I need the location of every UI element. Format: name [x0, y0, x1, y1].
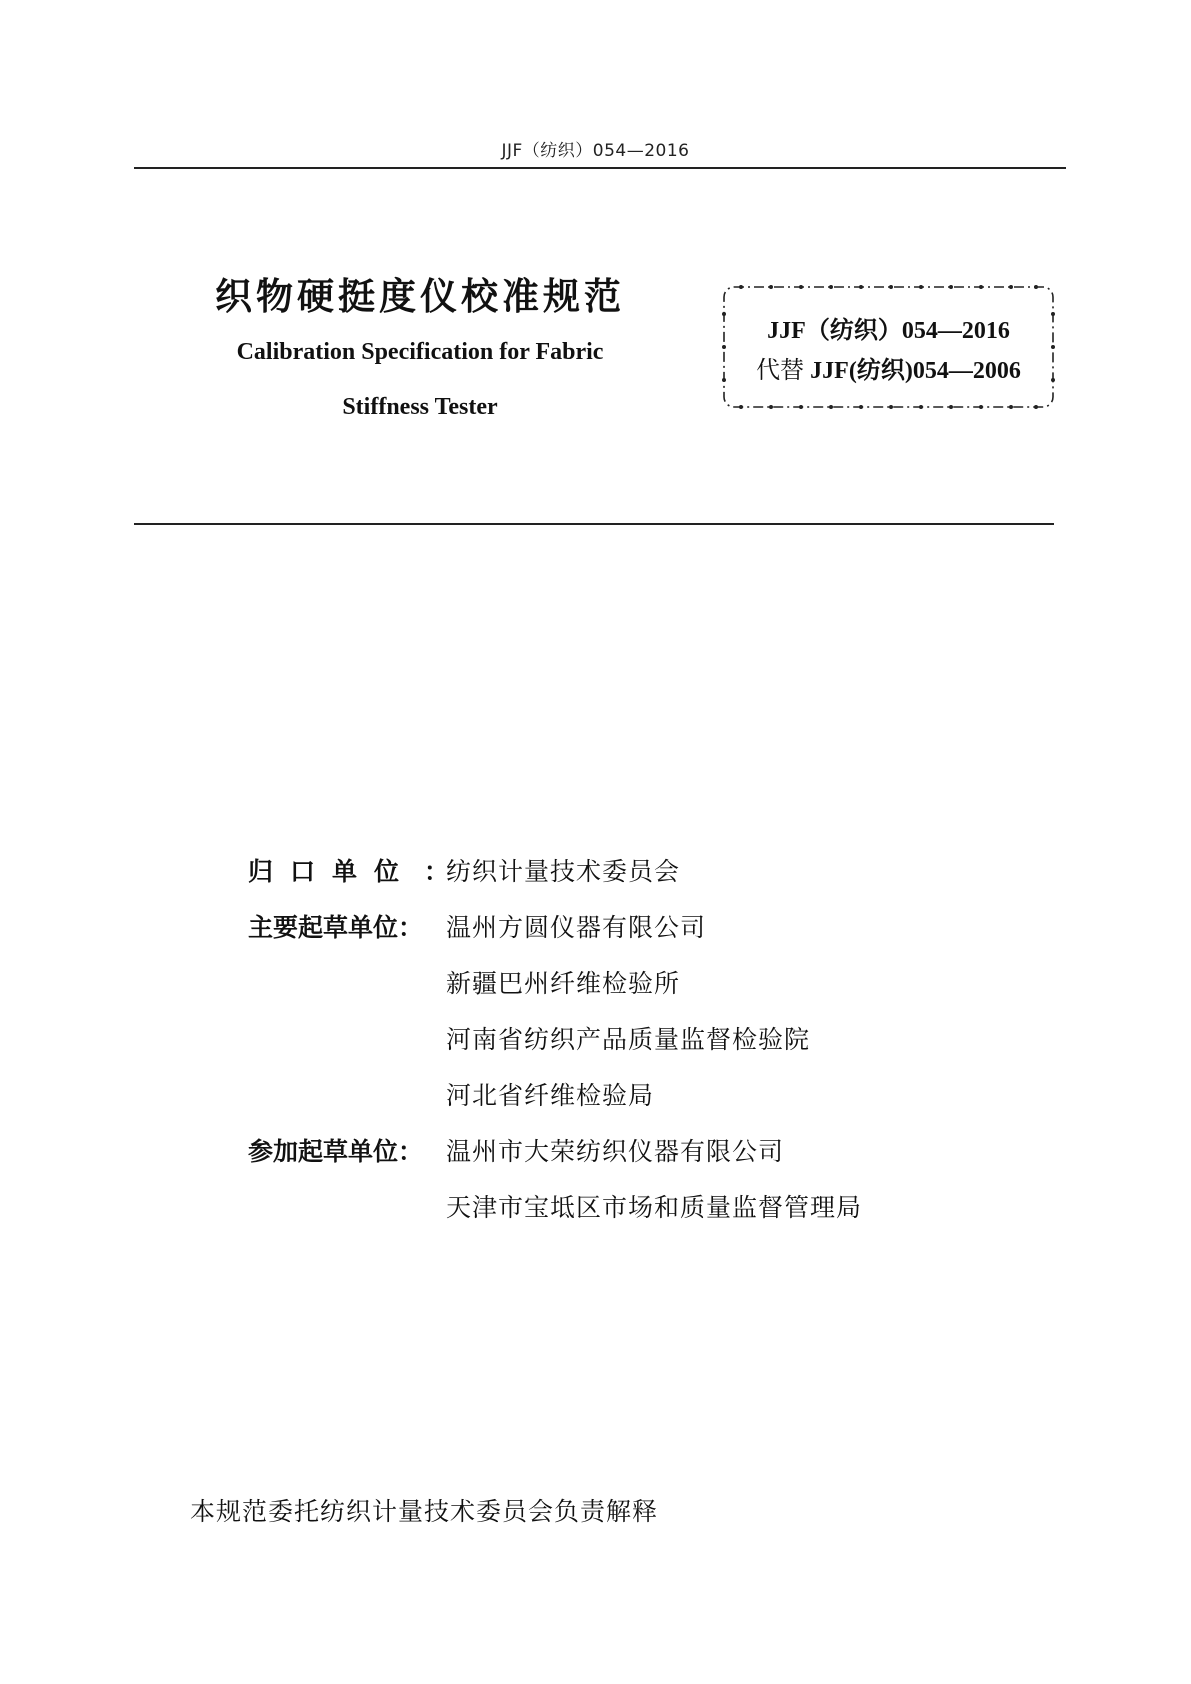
responsible-unit-label	[248, 852, 444, 888]
main-drafting-label-text: 主要起草单位	[248, 913, 399, 942]
header-rule	[134, 167, 1066, 169]
label-colon: ：	[424, 857, 450, 886]
main-drafting-org: 河北省纤维检验局	[446, 1081, 655, 1110]
main-drafting-org: 新疆巴州纤维检验所	[446, 969, 681, 998]
participating-drafting-row	[0, 1188, 1191, 1224]
standard-code: JJF（纺织）054—2016	[767, 318, 1010, 344]
document-title-en-line1: Calibration Specification for Fabric	[236, 339, 604, 365]
label-colon: ：	[398, 1137, 424, 1166]
decorative-dotted-border	[721, 284, 1056, 410]
main-drafting-row	[0, 964, 1191, 1000]
participating-drafting-label-text: 参加起草单位	[248, 1137, 399, 1166]
main-drafting-row	[0, 908, 1191, 944]
responsible-unit-label-text: 归口单位	[248, 857, 417, 886]
running-header-code: JJF（纺织）054—2016	[501, 141, 690, 161]
title-section-rule	[134, 523, 1054, 525]
main-drafting-row	[0, 1076, 1191, 1112]
replaces-standard	[721, 350, 1056, 385]
main-drafting-org: 河南省纺织产品质量监督检验院	[446, 1025, 811, 1054]
document-title-en-line2: Stiffness Tester	[342, 394, 498, 420]
standard-code-box	[721, 284, 1056, 410]
responsible-unit-value: 纺织计量技术委员会	[446, 857, 681, 886]
label-colon: ：	[398, 913, 424, 942]
participating-drafting-org: 温州市大荣纺织仪器有限公司	[446, 1137, 785, 1166]
replaces-prefix: 代替	[756, 358, 805, 384]
main-drafting-org: 温州方圆仪器有限公司	[446, 913, 707, 942]
participating-drafting-label	[248, 1132, 444, 1168]
participating-drafting-row	[0, 1132, 1191, 1168]
main-drafting-label	[248, 908, 444, 944]
main-drafting-row	[0, 1020, 1191, 1056]
document-title-cn: 织物硬挺度仪校准规范	[215, 275, 625, 318]
participating-drafting-org: 天津市宝坻区市场和质量监督管理局	[446, 1193, 863, 1222]
interpretation-note: 本规范委托纺织计量技术委员会负责解释	[190, 1497, 659, 1526]
replaces-code: JJF(纺织)054—2006	[810, 358, 1021, 384]
responsible-unit-row	[0, 852, 1191, 888]
